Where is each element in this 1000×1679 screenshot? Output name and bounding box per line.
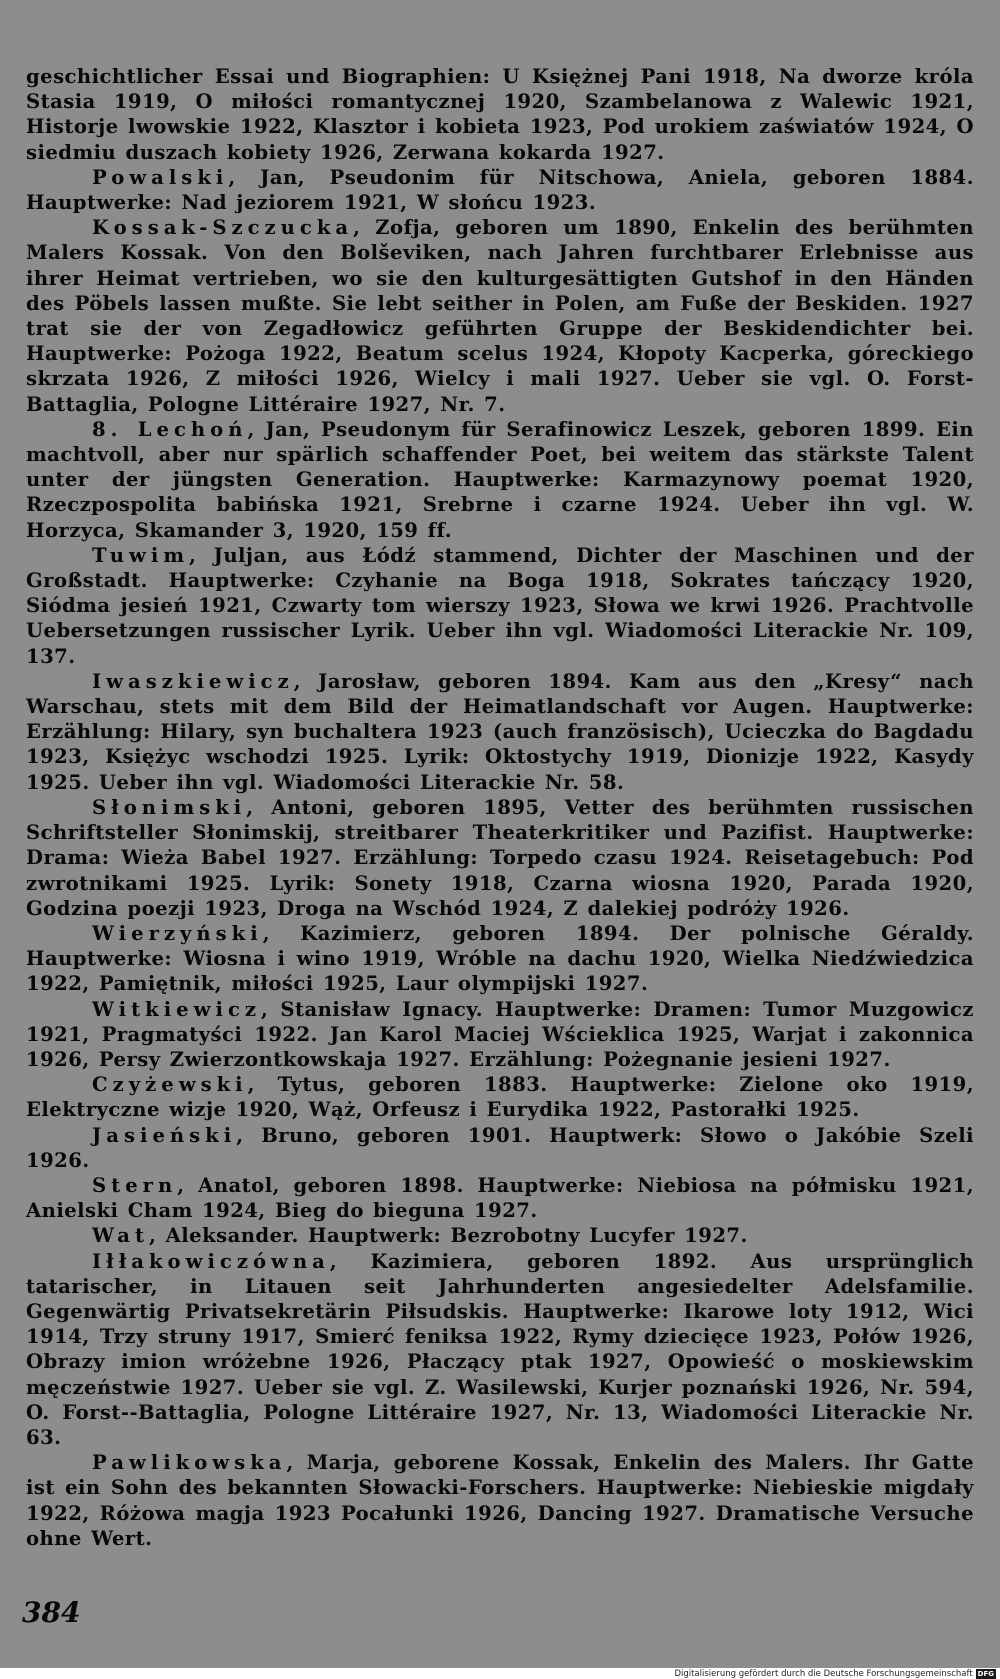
text-line: 1924, O siedmiu duszach kobiety 1926, Zerwana kokarda 1927. xyxy=(26,115,974,164)
text-line: króla Stasia 1919, O miłości romantycznej 1920, Szambelanowa z Walewic xyxy=(26,65,974,114)
entry-text: , Stanisław Ignacy. Hauptwerke: Dramen: Tumor Muzgowicz 1921, Pragmatyści 1922. Jan Karol Maciej Wścieklica 1925, Warjat i zakonnica 1926, Persy Zwierzontkowskaja 1927. Erzählung: Pożegnanie jesieni 1927. xyxy=(26,997,974,1071)
entry-pawlikowska xyxy=(26,1450,974,1551)
entry-wierzynski xyxy=(26,921,974,997)
footer-credit: Digitalisierung gefördert durch die Deutsche Forschungsgemeinschaft xyxy=(674,1668,973,1679)
entry-text: , Bruno, geboren 1901. Hauptwerk: Słowo o Jakóbie Szeli 1926. xyxy=(26,1123,974,1172)
entry-lechon xyxy=(26,417,974,543)
dfg-logo-icon: DFG xyxy=(977,1669,994,1678)
entry-text: , Aleksander. Hauptwerk: Bezrobotny Lucyfer 1927. xyxy=(149,1224,748,1248)
entry-tuwim xyxy=(26,543,974,669)
entry-text: , Marja, geborene Kossak, Enkelin des Malers. Ihr Gatte ist ein Sohn des bekannten Słowacki-Forschers. Hauptwerke: Niebieskie migdały 1922, Różowa magja 1923 Pocałunki 1926, Dancing 1927. Dramatische Versuche ohne Wert. xyxy=(26,1451,974,1550)
entry-witkiewicz xyxy=(26,997,974,1073)
entry-iwaszkiewicz xyxy=(26,669,974,795)
entry-text: , Jan, Pseudonym für Serafinowicz Leszek, geboren 1899. Ein machtvoll, aber nur spärlich schaffender Poet, bei weitem das stärkste Talent unter der jüngsten Generation. Hauptwerke: Karmazynowy poemat 1920, Rzeczpospolita babińska 1921, Srebrne i czarne 1924. Ueber ihn vgl. W. Horzyca, Skamander 3, 1920, 159 ff. xyxy=(26,417,974,542)
entry-wat xyxy=(26,1223,974,1248)
entry-illakowiczowna xyxy=(26,1249,974,1451)
continuation-paragraph xyxy=(26,64,974,165)
author-name: Czyżewski xyxy=(92,1073,248,1097)
entry-text: , Jarosław, geboren 1894. Kam aus den „Kresy“ nach Warschau, stets mit dem Bild der Heimatlandschaft vor Augen. Hauptwerke: Erzählung: Hilary, syn buchaltera 1923 (auch französisch), Ucieczka do Bagdadu 1923, Księżyc wschodzi 1925. Lyrik: Oktostychy 1919, Dionizje 1922, Kasydy 1925. Ueber ihn vgl. Wiadomości Literackie Nr. 58. xyxy=(26,669,974,794)
author-name: Kossak-Szczucka xyxy=(92,216,354,240)
text-line: 1921, Historje lwowskie 1922, Klasztor i kobieta 1923, Pod urokiem zaświatów xyxy=(26,90,974,139)
author-name: Tuwim xyxy=(92,543,190,567)
entry-stern xyxy=(26,1173,974,1223)
body-text xyxy=(26,64,974,1551)
entry-jasienski xyxy=(26,1123,974,1173)
entry-text: , Juljan, aus Łódź stammend, Dichter der Maschinen und der Großstadt. Hauptwerke: Czyhanie na Boga 1918, Sokrates tańczący 1920, Siódma jesień 1921, Czwarty tom wierszy 1923, Słowa we krwi 1926. Prachtvolle Uebersetzungen russischer Lyrik. Ueber ihn vgl. Wiadomości Literackie Nr. 109, 137. xyxy=(26,543,974,668)
entry-czyzewski xyxy=(26,1072,974,1122)
author-name: Witkiewicz xyxy=(92,997,262,1021)
entry-text: , Zofja, geboren um 1890, Enkelin des berühmten Malers Kossak. Von den Bolševiken, nach Jahren furchtbarer Erlebnisse aus ihrer Heimat vertrieben, wo sie den kulturgesättigten Gutshof in den Händen des Pöbels lassen mußte. Sie lebt seither in Polen, am Fuße der Beskiden. 1927 trat sie der von Zegadłowicz geführten Gruppe der Beskidendichter bei. Hauptwerke: Pożoga 1922, Beatum scelus 1924, Kłopoty Kacperka, góreckiego skrzata 1926, Z miłości 1926, Wielcy i mali 1927. Ueber sie vgl. O. Forst-Battaglia, Pologne Littéraire 1927, Nr. 7. xyxy=(26,216,974,416)
author-name: Stern xyxy=(92,1173,178,1197)
entry-text: , Kazimiera, geboren 1892. Aus ursprünglich tatarischer, in Litauen seit Jahrhunderten angesiedelter Adelsfamilie. Gegenwärtig Privatsekretärin Piłsudskis. Hauptwerke: Ikarowe loty 1912, Wici 1914, Trzy struny 1917, Smierć feniksa 1922, Rymy dziecięce 1923, Połów 1926, Obrazy imion wróżebne 1926, Płaczący ptak 1927, Opowieść o moskiewskim męczeństwie 1927. Ueber sie vgl. Z. Wasilewski, Kurjer poznański 1926, Nr. 594, O. Forst--Battaglia, Pologne Littéraire 1927, Nr. 13, Wiadomości Literackie Nr. 63. xyxy=(26,1249,974,1449)
entry-powalski xyxy=(26,165,974,215)
page-number: 384 xyxy=(22,1596,81,1629)
entry-kossak-szczucka xyxy=(26,215,974,417)
author-name: Powalski xyxy=(92,165,229,189)
author-name: Iłłakowiczówna xyxy=(92,1249,330,1273)
entry-text: , Antoni, geboren 1895, Vetter des berühmten russischen Schriftsteller Słonimskij, streitbarer Theaterkritiker und Pazifist. Hauptwerke: Drama: Wieża Babel 1927. Erzählung: Torpedo czasu 1924. Reisetagebuch: Pod zwrotnikami 1925. Lyrik: Sonety 1918, Czarna wiosna 1920, Parada 1920, Godzina poezji 1923, Droga na Wschód 1924, Z dalekiej podróży 1926. xyxy=(26,795,974,920)
entry-text: , Kazimierz, geboren 1894. Der polnische Géraldy. Hauptwerke: Wiosna i wino 1919, Wróble na dachu 1920, Wielka Niedźwiedzica 1922, Pamiętnik, miłości 1925, Laur olympijski 1927. xyxy=(26,921,974,996)
entry-text: , Anatol, geboren 1898. Hauptwerke: Niebiosa na półmisku 1921, Anielski Cham 1924, Bieg do bieguna 1927. xyxy=(26,1173,974,1223)
digitization-footer xyxy=(674,1668,996,1679)
text-line: geschichtlicher Essai und Biographien: U Księżnej Pani 1918, Na dworze xyxy=(26,65,915,88)
author-name: Wat xyxy=(92,1224,150,1248)
author-name: 8. Lechoń xyxy=(92,417,248,441)
entry-slonimski xyxy=(26,795,974,921)
author-name: Słonimski xyxy=(92,795,247,819)
author-name: Jasieński xyxy=(92,1123,237,1147)
entry-text: , Jan, Pseudonim für Nitschowa, Aniela, geboren 1884. Hauptwerke: Nad jeziorem 1921, W słońcu 1923. xyxy=(26,165,974,215)
entry-text: , Tytus, geboren 1883. Hauptwerke: Zielone oko 1919, Elektryczne wizje 1920, Wąż, Orfeusz i Eurydika 1922, Pastorałki 1925. xyxy=(26,1073,974,1122)
author-name: Pawlikowska xyxy=(92,1451,287,1475)
author-name: Iwaszkiewicz xyxy=(92,669,294,693)
author-name: Wierzyński xyxy=(92,921,263,945)
